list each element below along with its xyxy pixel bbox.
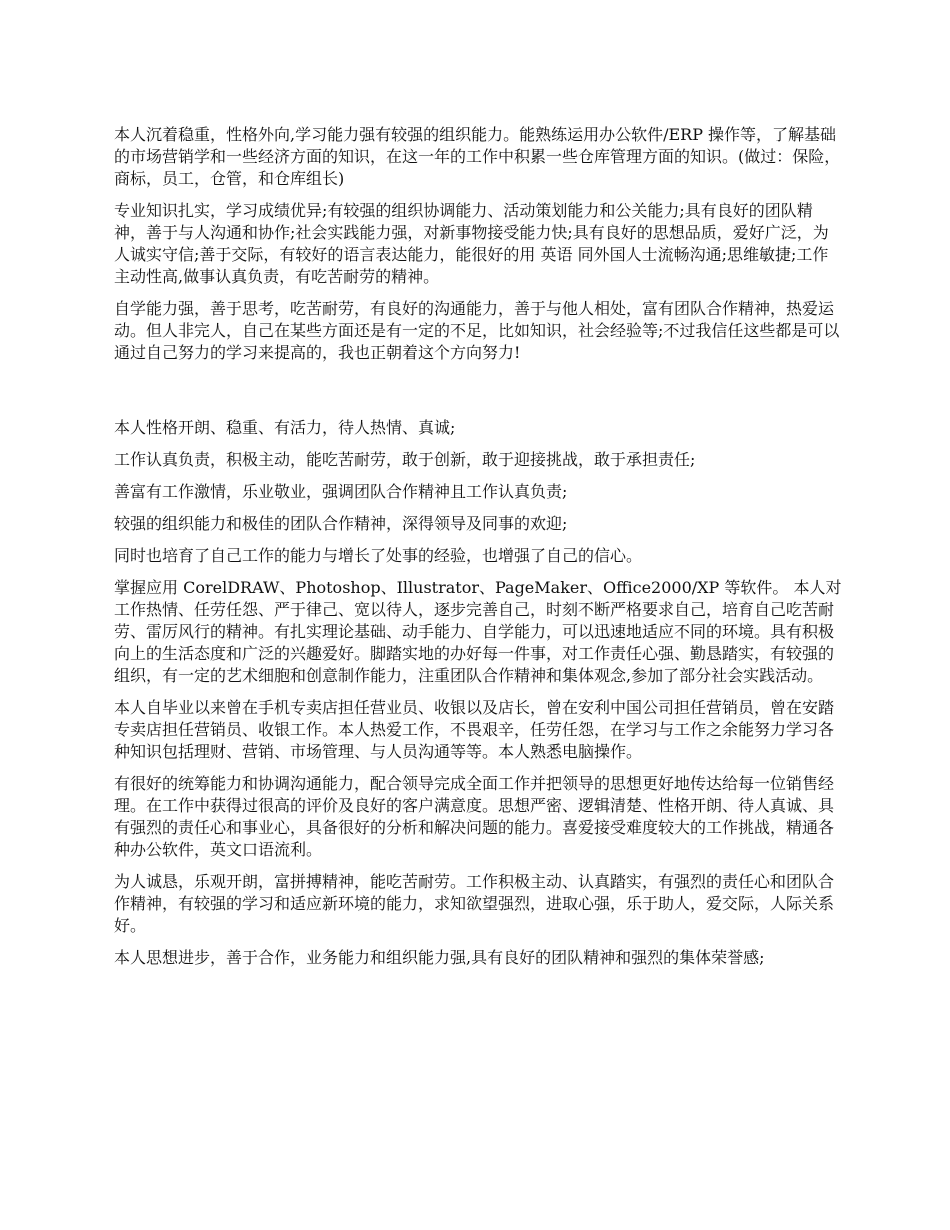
paragraph: 本人沉着稳重，性格外向,学习能力强有较强的组织能力。能熟练运用办公软件/ERP 操作等，了解基础的市场营销学和一些经济方面的知识，在这一年的工作中积累一些仓库管理方面的知识。(做过：保险，商标，员工，仓管，和仓库组长) xyxy=(114,125,841,188)
paragraph: 专业知识扎实，学习成绩优异;有较强的组织协调能力、活动策划能力和公关能力;具有良好的团队精神，善于与人沟通和协作;社会实践能力强，对新事物接受能力快;具有良好的思想品质，爱好广泛，为人诚实守信;善于交际，有较好的语言表达能力，能很好的用 英语 同外国人士流畅沟通;思维敏捷;工作主动性高,做事认真负责，有吃苦耐劳的精神。 xyxy=(114,201,829,286)
paragraph: 自学能力强，善于思考，吃苦耐劳，有良好的沟通能力，善于与他人相处，富有团队合作精神，热爱运动。但人非完人，自己在某些方面还是有一定的不足，比如知识，社会经验等;不过我信任这些都是可以通过自己努力的学习来提高的，我也正朝着这个方向努力! xyxy=(114,299,840,362)
paragraph: 掌握应用 CorelDRAW、Photoshop、Illustrator、PageMaker、Office2000/XP 等软件。 本人对工作热情、任劳任怨、严于律己、宽以待人，逐步完善自己，时刻不断严格要求自己，培育自己吃苦耐劳、雷厉风行的精神。有扎实理论基础、动手能力、自学能力，可以迅速地适应不同的环境。具有积极向上的生活态度和广泛的兴趣爱好。脚踏实地的办好每一件事，对工作责任心强、勤恳踏实，有较强的组织，有一定的艺术细胞和创意制作能力，注重团队合作精神和集体观念,参加了部分社会实践活动。 xyxy=(114,578,842,685)
paragraph: 有很好的统筹能力和协调沟通能力，配合领导完成全面工作并把领导的思想更好地传达给每一位销售经理。在工作中获得过很高的评价及良好的客户满意度。思想严密、逻辑清楚、性格开朗、待人真诚、具有强烈的责任心和事业心，具备很好的分析和解决问题的能力。喜爱接受难度较大的工作挑战，精通各种办公软件，英文口语流利。 xyxy=(114,774,835,859)
document-body xyxy=(114,124,842,979)
paragraph: 为人诚恳，乐观开朗，富拼搏精神，能吃苦耐劳。工作积极主动、认真踏实，有强烈的责任心和团队合作精神，有较强的学习和适应新环境的能力，求知欲望强烈，进取心强，乐于助人，爱交际，人际关系好。 xyxy=(114,872,835,935)
paragraph: 本人自毕业以来曾在手机专卖店担任营业员、收银以及店长，曾在安利中国公司担任营销员，曾在安踏专卖店担任营销员、收银工作。本人热爱工作，不畏艰辛，任劳任怨，在学习与工作之余能努力学习各种知识包括理财、营销、市场管理、与人员沟通等等。本人熟悉电脑操作。 xyxy=(114,698,835,761)
paragraph: 善富有工作激情，乐业敬业，强调团队合作精神且工作认真负责; xyxy=(114,482,568,501)
section-spacer xyxy=(114,374,842,417)
paragraph: 同时也培育了自己工作的能力与增长了处事的经验，也增强了自己的信心。 xyxy=(114,546,643,565)
paragraph: 较强的组织能力和极佳的团队合作精神，深得领导及同事的欢迎; xyxy=(114,514,568,533)
paragraph: 本人思想进步，善于合作，业务能力和组织能力强,具有良好的团队精神和强烈的集体荣誉感; xyxy=(114,948,765,967)
paragraph: 工作认真负责，积极主动，能吃苦耐劳，敢于创新，敢于迎接挑战，敢于承担责任; xyxy=(114,450,696,469)
paragraph: 本人性格开朗、稳重、有活力，待人热情、真诚; xyxy=(114,418,456,437)
